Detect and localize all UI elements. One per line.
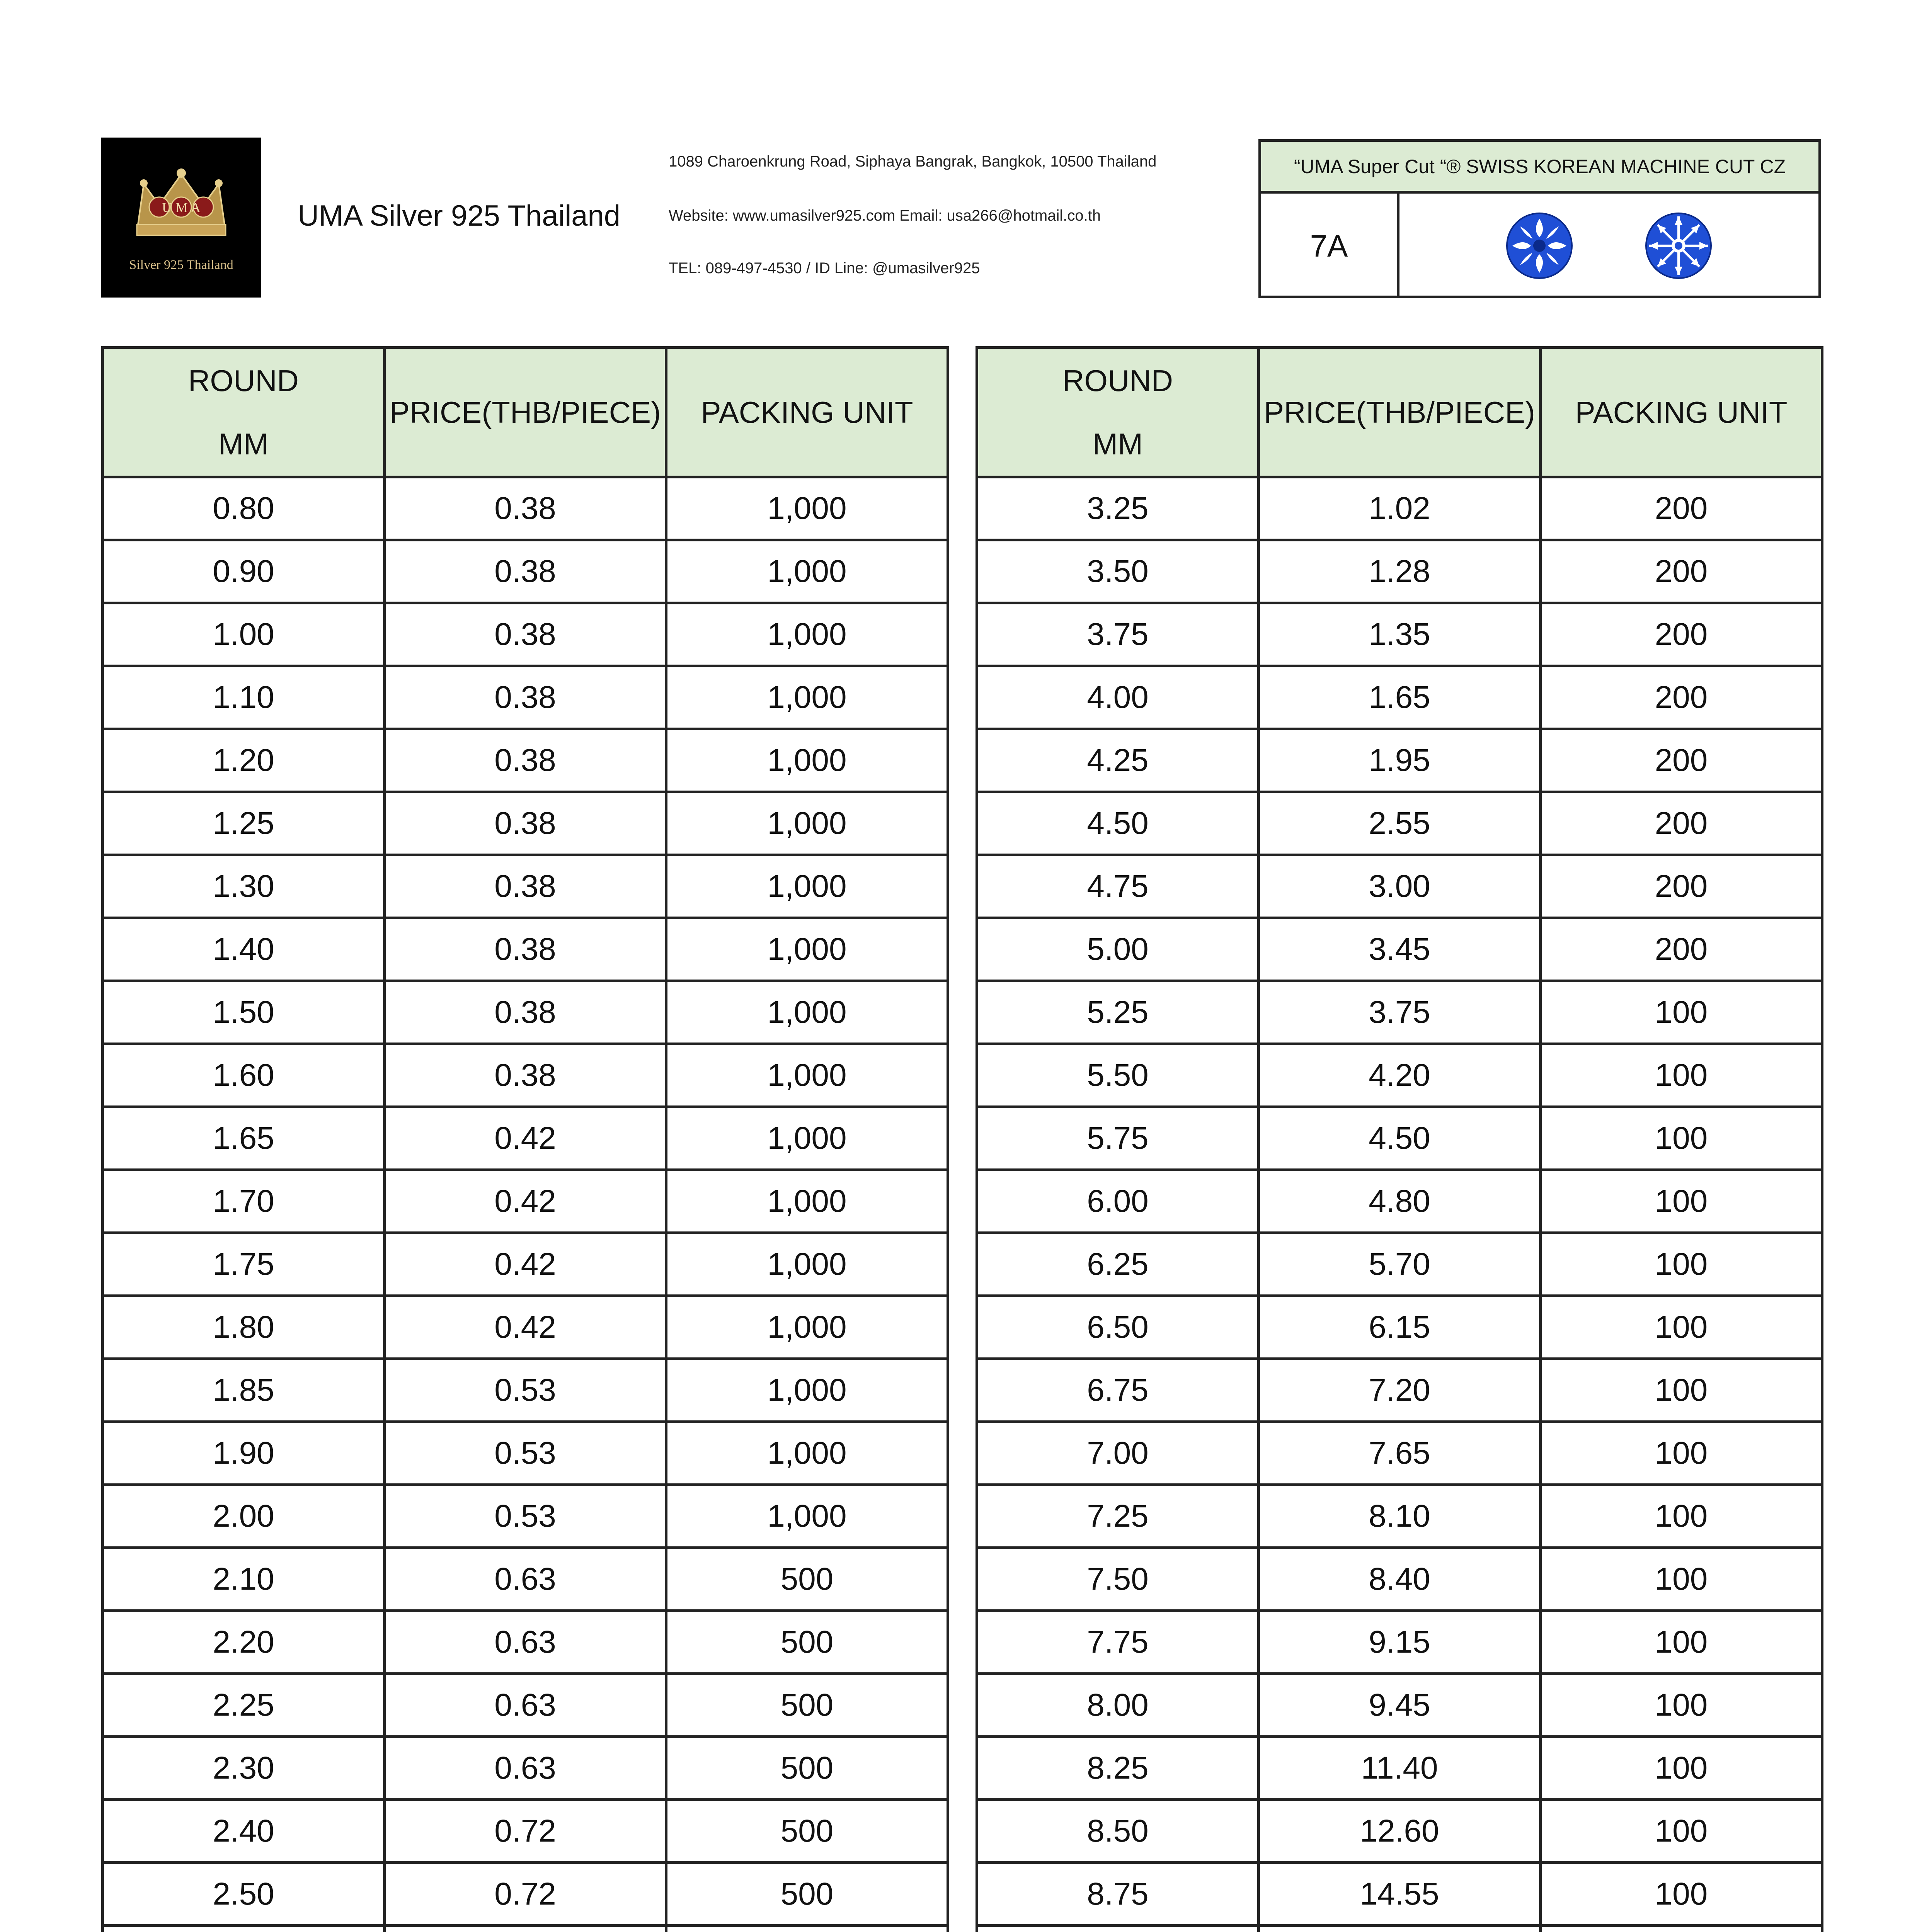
table-row <box>103 1233 948 1296</box>
packing-unit-cell: 500 <box>666 1674 948 1737</box>
price-cell: 0.42 <box>385 1170 666 1233</box>
price-cell: 6.15 <box>1259 1296 1541 1359</box>
packing-unit-cell: 500 <box>666 1800 948 1863</box>
table-row <box>103 792 948 855</box>
price-cell: 0.38 <box>385 918 666 981</box>
packing-unit-cell: 1,000 <box>666 792 948 855</box>
packing-unit-cell: 1,000 <box>666 1044 948 1107</box>
price-cell: 4.50 <box>1259 1107 1541 1170</box>
price-cell: 0.63 <box>385 1737 666 1800</box>
price-cell: 1.95 <box>1259 729 1541 792</box>
packing-unit-cell: 500 <box>666 1611 948 1674</box>
packing-unit-cell: 100 <box>1541 1548 1822 1611</box>
price-cell: 0.53 <box>385 1359 666 1422</box>
packing-unit-cell: 100 <box>1541 1674 1822 1737</box>
table-row <box>103 1359 948 1422</box>
size-mm-cell: 2.10 <box>103 1548 385 1611</box>
size-mm-cell: 4.50 <box>977 792 1259 855</box>
price-cell: 0.38 <box>385 603 666 666</box>
packing-unit-cell: 100 <box>1541 981 1822 1044</box>
round-mm-header <box>103 348 385 477</box>
table-row <box>977 1296 1822 1359</box>
size-mm-cell: 3.50 <box>977 540 1259 603</box>
price-cell <box>1259 1926 1541 1932</box>
size-mm-cell: 2.25 <box>103 1674 385 1737</box>
size-mm-cell: 1.85 <box>103 1359 385 1422</box>
size-mm-cell: 6.50 <box>977 1296 1259 1359</box>
price-cell: 0.42 <box>385 1233 666 1296</box>
packing-unit-cell: 1,000 <box>666 477 948 540</box>
crown-logo-icon <box>101 138 261 298</box>
price-cell: 5.70 <box>1259 1233 1541 1296</box>
packing-unit-cell: 500 <box>666 1863 948 1926</box>
table-row <box>103 1800 948 1863</box>
round-header: ROUND <box>1062 364 1173 398</box>
packing-unit-cell: 100 <box>1541 1170 1822 1233</box>
table-row <box>103 1611 948 1674</box>
price-cell: 0.72 <box>385 1863 666 1926</box>
table-row <box>977 1170 1822 1233</box>
packing-unit-cell: 100 <box>1541 1296 1822 1359</box>
table-row <box>103 1485 948 1548</box>
packing-unit-cell: 1,000 <box>666 1359 948 1422</box>
table-row <box>103 603 948 666</box>
table-row <box>103 1422 948 1485</box>
table-row <box>103 540 948 603</box>
arrows-pattern-icon <box>1644 211 1713 281</box>
size-mm-cell: 7.25 <box>977 1485 1259 1548</box>
size-mm-cell <box>103 1926 385 1932</box>
size-mm-cell: 1.70 <box>103 1170 385 1233</box>
table-row <box>103 1107 948 1170</box>
table-row <box>977 729 1822 792</box>
packing-unit-cell: 100 <box>1541 1044 1822 1107</box>
table-row <box>103 855 948 918</box>
price-cell: 0.38 <box>385 855 666 918</box>
product-title: “UMA Super Cut “® SWISS KOREAN MACHINE CUT CZ <box>1261 142 1818 194</box>
packing-unit-cell: 100 <box>1541 1485 1822 1548</box>
size-mm-cell: 2.40 <box>103 1800 385 1863</box>
price-cell: 0.42 <box>385 1107 666 1170</box>
size-mm-cell: 3.25 <box>977 477 1259 540</box>
price-table-right <box>976 346 1823 1932</box>
packing-unit-cell: 100 <box>1541 1233 1822 1296</box>
packing-unit-cell: 200 <box>1541 855 1822 918</box>
packing-unit-cell: 200 <box>1541 918 1822 981</box>
price-cell <box>385 1926 666 1932</box>
logo-text-bottom: Silver 925 Thailand <box>129 258 233 272</box>
gem-pattern-icons <box>1399 194 1818 298</box>
price-cell: 0.38 <box>385 981 666 1044</box>
size-mm-cell: 4.75 <box>977 855 1259 918</box>
mm-header: MM <box>1093 427 1143 461</box>
packing-unit-header: PACKING UNIT <box>666 348 948 477</box>
price-cell: 14.55 <box>1259 1863 1541 1926</box>
size-mm-cell: 7.50 <box>977 1548 1259 1611</box>
price-cell: 8.40 <box>1259 1548 1541 1611</box>
price-cell: 7.65 <box>1259 1422 1541 1485</box>
size-mm-cell: 1.65 <box>103 1107 385 1170</box>
packing-unit-cell: 100 <box>1541 1800 1822 1863</box>
round-mm-header <box>977 348 1259 477</box>
size-mm-cell: 1.80 <box>103 1296 385 1359</box>
table-row <box>977 477 1822 540</box>
price-cell: 3.75 <box>1259 981 1541 1044</box>
table-row <box>977 855 1822 918</box>
price-cell: 9.45 <box>1259 1674 1541 1737</box>
table-row <box>103 1737 948 1800</box>
size-mm-cell: 5.00 <box>977 918 1259 981</box>
table-row <box>103 1863 948 1926</box>
size-mm-cell: 0.80 <box>103 477 385 540</box>
table-row <box>977 603 1822 666</box>
size-mm-cell: 6.00 <box>977 1170 1259 1233</box>
size-mm-cell: 1.20 <box>103 729 385 792</box>
price-header: PRICE(THB/PIECE) <box>385 348 666 477</box>
price-cell: 0.63 <box>385 1674 666 1737</box>
table-row <box>977 540 1822 603</box>
price-table-left <box>101 346 949 1932</box>
address-text: 1089 Charoenkrung Road, Siphaya Bangrak, Bangkok, 10500 Thailand <box>669 153 1157 170</box>
size-mm-cell: 1.50 <box>103 981 385 1044</box>
price-cell: 0.38 <box>385 1044 666 1107</box>
table-row <box>977 1107 1822 1170</box>
table-row <box>977 1863 1822 1926</box>
size-mm-cell: 7.75 <box>977 1611 1259 1674</box>
price-cell: 1.02 <box>1259 477 1541 540</box>
packing-unit-cell: 200 <box>1541 477 1822 540</box>
table-header-row <box>103 348 948 477</box>
packing-unit-cell: 1,000 <box>666 1485 948 1548</box>
price-cell: 4.20 <box>1259 1044 1541 1107</box>
round-header: ROUND <box>188 364 299 398</box>
company-name: UMA Silver 925 Thailand <box>298 199 621 232</box>
price-cell: 2.55 <box>1259 792 1541 855</box>
size-mm-cell: 8.50 <box>977 1800 1259 1863</box>
logo-text-top: U M A <box>162 200 201 215</box>
packing-unit-header: PACKING UNIT <box>1541 348 1822 477</box>
size-mm-cell: 8.75 <box>977 1863 1259 1926</box>
packing-unit-cell: 200 <box>1541 666 1822 729</box>
size-mm-cell: 1.10 <box>103 666 385 729</box>
price-cell: 0.63 <box>385 1611 666 1674</box>
size-mm-cell: 1.25 <box>103 792 385 855</box>
packing-unit-cell: 1,000 <box>666 1296 948 1359</box>
price-cell: 0.53 <box>385 1422 666 1485</box>
packing-unit-cell: 100 <box>1541 1611 1822 1674</box>
table-row <box>977 1926 1822 1932</box>
table-row <box>103 1296 948 1359</box>
price-cell: 0.38 <box>385 477 666 540</box>
size-mm-cell: 2.00 <box>103 1485 385 1548</box>
packing-unit-cell: 100 <box>1541 1359 1822 1422</box>
table-row <box>977 1800 1822 1863</box>
packing-unit-cell <box>1541 1926 1822 1932</box>
size-mm-cell <box>977 1926 1259 1932</box>
price-cell: 0.38 <box>385 540 666 603</box>
table-row <box>103 918 948 981</box>
packing-unit-cell: 1,000 <box>666 1233 948 1296</box>
size-mm-cell: 1.00 <box>103 603 385 666</box>
table-row <box>977 1674 1822 1737</box>
size-mm-cell: 5.75 <box>977 1107 1259 1170</box>
size-mm-cell: 6.75 <box>977 1359 1259 1422</box>
table-row <box>977 1737 1822 1800</box>
packing-unit-cell <box>666 1926 948 1932</box>
table-row <box>977 792 1822 855</box>
price-cell: 12.60 <box>1259 1800 1541 1863</box>
table-row <box>103 1170 948 1233</box>
table-row <box>977 1044 1822 1107</box>
price-cell: 3.00 <box>1259 855 1541 918</box>
table-row <box>103 1926 948 1932</box>
table-row <box>977 918 1822 981</box>
table-row <box>103 1674 948 1737</box>
size-mm-cell: 5.50 <box>977 1044 1259 1107</box>
size-mm-cell: 4.25 <box>977 729 1259 792</box>
size-mm-cell: 2.30 <box>103 1737 385 1800</box>
table-row <box>103 666 948 729</box>
table-row <box>103 1548 948 1611</box>
table-row <box>103 729 948 792</box>
packing-unit-cell: 1,000 <box>666 666 948 729</box>
price-cell: 0.72 <box>385 1800 666 1863</box>
size-mm-cell: 3.75 <box>977 603 1259 666</box>
size-mm-cell: 2.20 <box>103 1611 385 1674</box>
company-logo <box>101 138 261 298</box>
table-row <box>103 1044 948 1107</box>
packing-unit-cell: 100 <box>1541 1107 1822 1170</box>
price-cell: 11.40 <box>1259 1737 1541 1800</box>
size-mm-cell: 1.40 <box>103 918 385 981</box>
price-cell: 0.53 <box>385 1485 666 1548</box>
table-row <box>103 477 948 540</box>
packing-unit-cell: 1,000 <box>666 855 948 918</box>
packing-unit-cell: 1,000 <box>666 603 948 666</box>
size-mm-cell: 7.00 <box>977 1422 1259 1485</box>
size-mm-cell: 1.90 <box>103 1422 385 1485</box>
price-cell: 0.63 <box>385 1548 666 1611</box>
packing-unit-cell: 500 <box>666 1737 948 1800</box>
packing-unit-cell: 200 <box>1541 792 1822 855</box>
table-row <box>977 981 1822 1044</box>
price-cell: 1.35 <box>1259 603 1541 666</box>
packing-unit-cell: 200 <box>1541 603 1822 666</box>
packing-unit-cell: 1,000 <box>666 918 948 981</box>
table-row <box>977 1233 1822 1296</box>
table-row <box>103 981 948 1044</box>
size-mm-cell: 0.90 <box>103 540 385 603</box>
price-cell: 1.65 <box>1259 666 1541 729</box>
price-cell: 0.38 <box>385 792 666 855</box>
table-row <box>977 1359 1822 1422</box>
packing-unit-cell: 1,000 <box>666 729 948 792</box>
size-mm-cell: 1.60 <box>103 1044 385 1107</box>
size-mm-cell: 1.30 <box>103 855 385 918</box>
table-row <box>977 666 1822 729</box>
packing-unit-cell: 200 <box>1541 729 1822 792</box>
packing-unit-cell: 500 <box>666 1548 948 1611</box>
price-header: PRICE(THB/PIECE) <box>1259 348 1541 477</box>
mm-header: MM <box>218 427 269 461</box>
size-mm-cell: 8.00 <box>977 1674 1259 1737</box>
size-mm-cell: 5.25 <box>977 981 1259 1044</box>
website-email-text: Website: www.umasilver925.com Email: usa266@hotmail.co.th <box>669 207 1101 224</box>
table-header-row <box>977 348 1822 477</box>
packing-unit-cell: 1,000 <box>666 1170 948 1233</box>
size-mm-cell: 1.75 <box>103 1233 385 1296</box>
product-info-box <box>1258 139 1821 298</box>
table-row <box>977 1548 1822 1611</box>
price-cell: 0.38 <box>385 666 666 729</box>
price-cell: 4.80 <box>1259 1170 1541 1233</box>
phone-line-text: TEL: 089-497-4530 / ID Line: @umasilver925 <box>669 260 980 277</box>
packing-unit-cell: 200 <box>1541 540 1822 603</box>
packing-unit-cell: 1,000 <box>666 1107 948 1170</box>
price-cell: 9.15 <box>1259 1611 1541 1674</box>
packing-unit-cell: 100 <box>1541 1422 1822 1485</box>
price-cell: 8.10 <box>1259 1485 1541 1548</box>
price-cell: 3.45 <box>1259 918 1541 981</box>
packing-unit-cell: 1,000 <box>666 981 948 1044</box>
price-cell: 0.38 <box>385 729 666 792</box>
packing-unit-cell: 100 <box>1541 1737 1822 1800</box>
packing-unit-cell: 1,000 <box>666 1422 948 1485</box>
packing-unit-cell: 1,000 <box>666 540 948 603</box>
table-row <box>977 1485 1822 1548</box>
size-mm-cell: 2.50 <box>103 1863 385 1926</box>
table-row <box>977 1611 1822 1674</box>
size-mm-cell: 4.00 <box>977 666 1259 729</box>
size-mm-cell: 6.25 <box>977 1233 1259 1296</box>
size-mm-cell: 8.25 <box>977 1737 1259 1800</box>
price-cell: 1.28 <box>1259 540 1541 603</box>
product-grade: 7A <box>1261 194 1399 298</box>
hearts-pattern-icon <box>1505 211 1574 281</box>
price-cell: 0.42 <box>385 1296 666 1359</box>
table-row <box>977 1422 1822 1485</box>
packing-unit-cell: 100 <box>1541 1863 1822 1926</box>
price-cell: 7.20 <box>1259 1359 1541 1422</box>
